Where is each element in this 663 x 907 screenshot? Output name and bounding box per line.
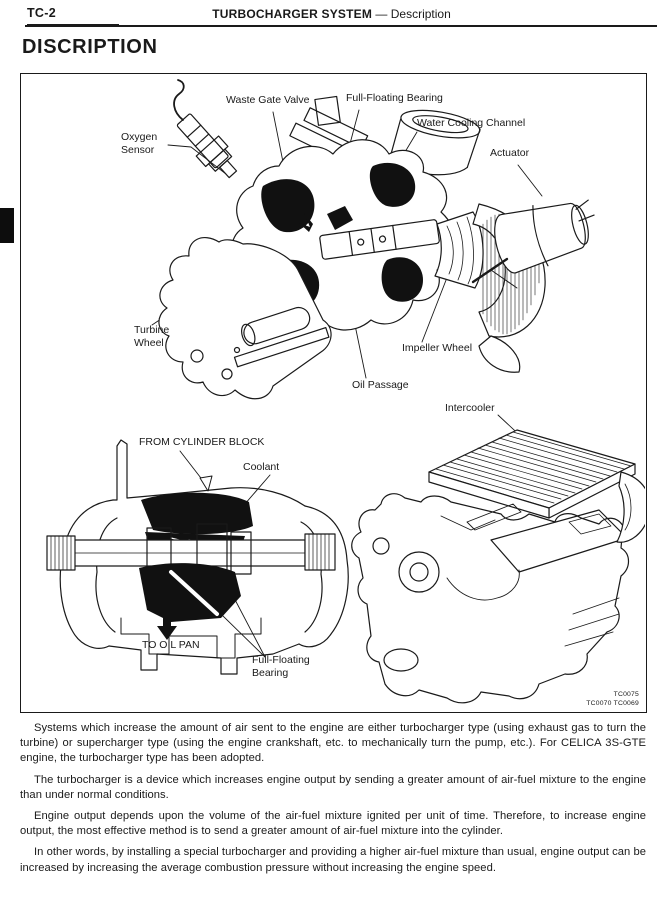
label-full-floating-bearing-bottom-line2: Bearing xyxy=(252,666,289,679)
header-section-title: TURBOCHARGER SYSTEM xyxy=(212,7,373,21)
label-full-floating-bearing-top: Full-Floating Bearing xyxy=(346,92,443,104)
label-waste-gate-valve: Waste Gate Valve xyxy=(226,94,310,106)
page-header xyxy=(0,7,663,21)
label-impeller-wheel: Impeller Wheel xyxy=(402,342,473,354)
figure-codes xyxy=(586,691,639,708)
turbocharger-cutaway-drawing xyxy=(159,80,603,399)
label-full-floating-bearing-bottom-line1: Full-Floating xyxy=(252,654,310,666)
header-separator: — xyxy=(375,7,388,21)
label-turbine-wheel-line1: Turbine xyxy=(134,324,170,336)
label-turbine-wheel-line2: Wheel xyxy=(134,336,164,349)
label-water-cooling-channel: Water Cooling Channel xyxy=(417,117,526,129)
figure-code-line1: TC0075 xyxy=(613,691,639,698)
header-rule xyxy=(25,25,657,27)
figure-code-line2: TC0070 TC0069 xyxy=(586,699,639,707)
description-text xyxy=(20,721,646,882)
label-oxygen-sensor xyxy=(121,131,157,156)
label-oil-passage: Oil Passage xyxy=(352,379,409,391)
label-full-floating-bearing-bottom xyxy=(252,654,310,679)
page-title: DISCRIPTION xyxy=(22,36,158,58)
label-coolant: Coolant xyxy=(243,461,280,473)
label-actuator: Actuator xyxy=(490,147,530,159)
paragraph-3: Engine output depends upon the volume of the air-fuel mixture ignited per unit of time. Therefore, to increase engine output, the most effective method is to send a greater amount of air-fuel mixture into the cylinder. xyxy=(20,810,646,838)
page-code: TC-2 xyxy=(27,6,119,26)
coolant-inlet-arrow xyxy=(200,476,212,491)
label-intercooler: Intercooler xyxy=(445,402,495,414)
actuator-drawing xyxy=(489,192,603,277)
label-turbine-wheel xyxy=(134,324,169,349)
label-from-cylinder-block: FROM CYLINDER BLOCK xyxy=(139,436,265,448)
turbocharger-figure-drawing xyxy=(21,74,645,711)
paragraph-1: Systems which increase the amount of air sent to the engine are either turbocharger type (using exhaust gas to turn the turbine) or supercharger type (using the engine crankshaft, etc. to mechanically turn the pump, etc.). For CELICA 3S-GTE engine, the turbocharger type has been adopted. xyxy=(20,722,646,765)
label-oxygen-sensor-line1: Oxygen xyxy=(121,131,158,143)
header-subsection: Description xyxy=(390,7,451,21)
engine-intercooler-drawing xyxy=(352,430,645,703)
label-oxygen-sensor-line2: Sensor xyxy=(121,143,155,156)
paragraph-2: The turbocharger is a device which increases engine output by sending a greater amount of air-fuel mixture to the engine than under normal conditions. xyxy=(20,773,646,801)
label-to-oil-pan: TO OIL PAN xyxy=(142,639,200,651)
figure-box xyxy=(20,73,647,713)
paragraph-4: In other words, by installing a special turbocharger and providing a higher air-fuel mixture than usual, engine output can be increased by increasing the average combustion pressure without increasing the engine speed. xyxy=(20,846,646,874)
edge-tab xyxy=(0,208,14,243)
